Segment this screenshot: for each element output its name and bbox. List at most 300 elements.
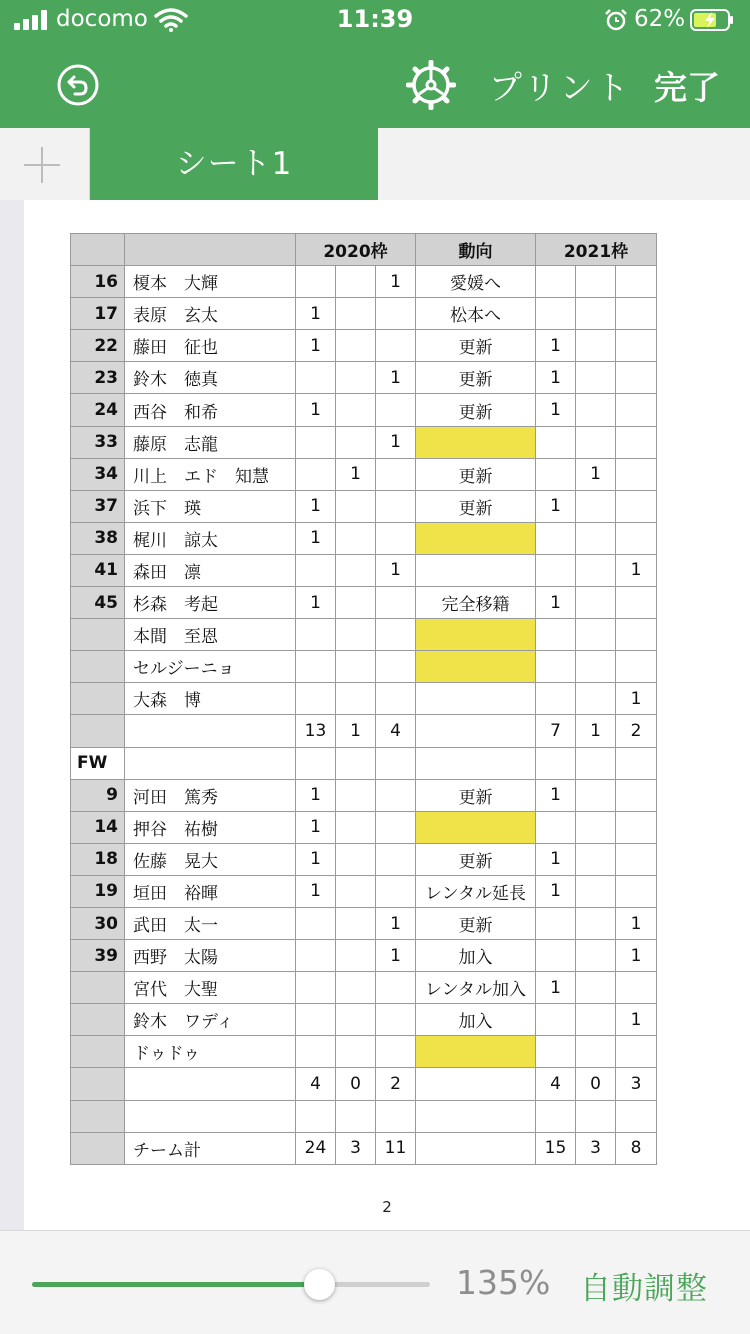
page-number: 2 (382, 1198, 392, 1216)
cell-2021 (536, 266, 576, 298)
cell-2020 (376, 1004, 416, 1036)
cell-2020 (336, 362, 376, 394)
table-row (71, 1004, 657, 1036)
cell-2020 (376, 1036, 416, 1068)
player-name-cell: 浜下 瑛 (125, 490, 296, 522)
cell-2021 (576, 843, 616, 875)
trend-cell: 加入 (416, 1004, 536, 1036)
cell-2021 (536, 1036, 576, 1068)
trend-cell (416, 1132, 536, 1164)
cell-2020 (376, 330, 416, 362)
cell-2020: 11 (376, 1132, 416, 1164)
cell-2021: 1 (576, 458, 616, 490)
cell-2021: 1 (536, 587, 576, 619)
cell-2020 (336, 266, 376, 298)
cell-2021: 1 (616, 940, 657, 972)
cell-2021 (576, 779, 616, 811)
zoom-slider-fill (32, 1282, 319, 1287)
table-row (71, 394, 657, 426)
row-number-cell: FW (71, 747, 125, 779)
cell-2020 (296, 1036, 336, 1068)
cell-2020: 0 (336, 1068, 376, 1100)
cell-2021 (616, 298, 657, 330)
cell-2020 (336, 972, 376, 1004)
row-number-cell: 14 (71, 811, 125, 843)
cell-2020 (296, 458, 336, 490)
row-number-cell: 18 (71, 843, 125, 875)
preview-page (24, 200, 750, 1230)
cell-2020 (376, 458, 416, 490)
cell-2021 (616, 522, 657, 554)
row-number-cell (71, 1132, 125, 1164)
cell-2020 (336, 298, 376, 330)
cell-2021: 1 (576, 715, 616, 747)
cell-2021: 1 (616, 907, 657, 939)
table-row (71, 1068, 657, 1100)
cell-2021 (576, 747, 616, 779)
cell-2021 (576, 298, 616, 330)
row-number-cell: 33 (71, 426, 125, 458)
cell-2021 (536, 747, 576, 779)
trend-cell: 更新 (416, 394, 536, 426)
player-name-cell (125, 747, 296, 779)
row-number-cell (71, 1004, 125, 1036)
cell-2020 (296, 554, 336, 586)
cell-2021 (576, 811, 616, 843)
cell-2020 (376, 587, 416, 619)
table-row (71, 522, 657, 554)
player-name-cell: 河田 篤秀 (125, 779, 296, 811)
row-number-cell: 34 (71, 458, 125, 490)
cell-2021 (616, 426, 657, 458)
player-name-cell: 鈴木 徳真 (125, 362, 296, 394)
cell-2021: 7 (536, 715, 576, 747)
trend-cell: 更新 (416, 458, 536, 490)
cell-2020 (336, 1100, 376, 1132)
cell-2021 (536, 940, 576, 972)
table-row (71, 940, 657, 972)
cell-2020: 1 (376, 426, 416, 458)
battery-percent: 62% (634, 6, 686, 32)
table-row (71, 554, 657, 586)
cell-2021: 0 (576, 1068, 616, 1100)
print-button[interactable]: プリント (489, 68, 632, 107)
header-cell (71, 234, 125, 266)
trend-cell (416, 747, 536, 779)
cell-2021 (576, 907, 616, 939)
cell-2021: 1 (536, 843, 576, 875)
cell-2020 (296, 619, 336, 651)
trend-cell: 更新 (416, 330, 536, 362)
cell-2021 (576, 587, 616, 619)
cell-2020 (376, 843, 416, 875)
cell-2021 (576, 554, 616, 586)
sheet-tab-bar (0, 128, 750, 200)
cell-2020: 1 (296, 875, 336, 907)
cell-2020 (336, 394, 376, 426)
cell-2020: 3 (336, 1132, 376, 1164)
trend-cell (416, 619, 536, 651)
cell-2020 (336, 1004, 376, 1036)
row-number-cell (71, 651, 125, 683)
cell-2021 (616, 843, 657, 875)
trend-cell: レンタル加入 (416, 972, 536, 1004)
cell-2021 (616, 651, 657, 683)
cell-2021 (576, 362, 616, 394)
table-row (71, 426, 657, 458)
cell-2020 (296, 1004, 336, 1036)
trend-cell: 加入 (416, 940, 536, 972)
cell-2020: 1 (336, 458, 376, 490)
status-bar (0, 0, 750, 42)
table-row (71, 266, 657, 298)
cell-2021 (536, 1100, 576, 1132)
player-name-cell (125, 1068, 296, 1100)
player-name-cell: 杉森 考起 (125, 587, 296, 619)
trend-cell (416, 426, 536, 458)
trend-cell: 愛媛へ (416, 266, 536, 298)
cell-2021 (616, 1100, 657, 1132)
row-number-cell (71, 1100, 125, 1132)
cell-2020 (376, 683, 416, 715)
cell-2020 (296, 972, 336, 1004)
header-trend: 動向 (416, 234, 536, 266)
row-number-cell: 9 (71, 779, 125, 811)
cell-2021 (616, 747, 657, 779)
cell-2021 (576, 683, 616, 715)
row-number-cell: 45 (71, 587, 125, 619)
player-name-cell: 武田 太一 (125, 907, 296, 939)
cell-2020: 1 (296, 394, 336, 426)
trend-cell (416, 522, 536, 554)
cell-2021 (576, 490, 616, 522)
cell-2021 (576, 522, 616, 554)
table-row (71, 490, 657, 522)
cell-2021 (616, 330, 657, 362)
cell-2020: 2 (376, 1068, 416, 1100)
cell-2021 (576, 394, 616, 426)
cell-2021: 8 (616, 1132, 657, 1164)
cell-2021 (536, 683, 576, 715)
row-number-cell (71, 972, 125, 1004)
cell-2021 (616, 779, 657, 811)
cell-2020 (336, 554, 376, 586)
cell-2021 (536, 907, 576, 939)
zoom-bar (0, 1230, 750, 1334)
cell-2020: 1 (296, 330, 336, 362)
cell-2020 (336, 330, 376, 362)
row-number-cell (71, 1068, 125, 1100)
cell-2020 (376, 779, 416, 811)
row-number-cell (71, 1036, 125, 1068)
done-button[interactable]: 完了 (654, 68, 720, 107)
header-cell (125, 234, 296, 266)
trend-cell (416, 811, 536, 843)
plus-icon[interactable] (22, 145, 62, 185)
cell-2020: 1 (376, 554, 416, 586)
cell-2021 (616, 490, 657, 522)
cell-2021: 1 (616, 1004, 657, 1036)
cell-2020 (376, 972, 416, 1004)
cell-2020 (336, 843, 376, 875)
cell-2020 (296, 940, 336, 972)
cell-2020 (336, 811, 376, 843)
cell-2021: 1 (536, 779, 576, 811)
player-name-cell: 押谷 祐樹 (125, 811, 296, 843)
auto-fit-button[interactable]: 自動調整 (580, 1271, 708, 1307)
trend-cell: 更新 (416, 490, 536, 522)
trend-cell: 松本へ (416, 298, 536, 330)
cell-2021: 3 (616, 1068, 657, 1100)
cell-2021 (576, 266, 616, 298)
player-name-cell: 垣田 裕暉 (125, 875, 296, 907)
cell-2020 (296, 266, 336, 298)
cell-2021 (616, 875, 657, 907)
cell-2021 (576, 875, 616, 907)
cell-2020 (296, 426, 336, 458)
row-number-cell: 19 (71, 875, 125, 907)
row-number-cell: 16 (71, 266, 125, 298)
cell-2020 (376, 651, 416, 683)
trend-cell: 更新 (416, 907, 536, 939)
player-name-cell (125, 1100, 296, 1132)
cell-2021 (536, 522, 576, 554)
cell-2021 (576, 972, 616, 1004)
table-row (71, 715, 657, 747)
trend-cell: 完全移籍 (416, 587, 536, 619)
trend-cell (416, 1036, 536, 1068)
player-name-cell (125, 715, 296, 747)
player-name-cell: 大森 博 (125, 683, 296, 715)
row-number-cell: 23 (71, 362, 125, 394)
cell-2021: 4 (536, 1068, 576, 1100)
cell-2020: 1 (376, 266, 416, 298)
cell-2021 (536, 458, 576, 490)
cell-2020 (376, 298, 416, 330)
table-row (71, 875, 657, 907)
cell-2021 (576, 1100, 616, 1132)
cell-2020: 1 (376, 362, 416, 394)
row-number-cell (71, 715, 125, 747)
cell-2020 (336, 683, 376, 715)
row-number-cell: 37 (71, 490, 125, 522)
cell-2021: 1 (536, 490, 576, 522)
cell-2020 (336, 619, 376, 651)
cell-2020 (336, 522, 376, 554)
cell-2020 (296, 1100, 336, 1132)
cell-2020 (336, 587, 376, 619)
table-row (71, 972, 657, 1004)
trend-cell (416, 715, 536, 747)
cell-2020 (376, 619, 416, 651)
gear-icon[interactable] (406, 60, 456, 110)
player-name-cell: 宮代 大聖 (125, 972, 296, 1004)
cell-2020 (336, 1036, 376, 1068)
cell-2020: 24 (296, 1132, 336, 1164)
cell-2021 (576, 330, 616, 362)
cell-2021 (616, 1036, 657, 1068)
table-row (71, 1100, 657, 1132)
trend-cell (416, 554, 536, 586)
cell-2021: 1 (536, 330, 576, 362)
player-name-cell: 西谷 和希 (125, 394, 296, 426)
cell-2020: 1 (296, 587, 336, 619)
cell-2021 (616, 394, 657, 426)
cell-2021 (616, 362, 657, 394)
table-row (71, 1132, 657, 1164)
cell-2020: 1 (296, 522, 336, 554)
battery-charging-icon (690, 9, 734, 31)
cell-2021 (616, 587, 657, 619)
cell-2021 (536, 651, 576, 683)
zoom-slider-thumb[interactable] (304, 1269, 335, 1300)
table-row (71, 811, 657, 843)
spreadsheet-table (70, 233, 657, 1165)
cell-2020: 1 (296, 811, 336, 843)
section-row (71, 747, 657, 779)
alarm-icon (604, 8, 628, 32)
cell-2020: 1 (296, 298, 336, 330)
table-row (71, 458, 657, 490)
player-name-cell: セルジーニョ (125, 651, 296, 683)
trend-cell (416, 1100, 536, 1132)
cell-2021 (616, 458, 657, 490)
cell-2021 (616, 266, 657, 298)
player-name-cell: チーム計 (125, 1132, 296, 1164)
row-number-cell: 17 (71, 298, 125, 330)
row-number-cell (71, 619, 125, 651)
tab-sheet1[interactable]: シート1 (90, 128, 378, 200)
row-number-cell: 24 (71, 394, 125, 426)
cell-2021 (576, 619, 616, 651)
table-row (71, 907, 657, 939)
player-name-cell: ドゥドゥ (125, 1036, 296, 1068)
cell-2020 (336, 940, 376, 972)
table-row (71, 651, 657, 683)
trend-cell: 更新 (416, 843, 536, 875)
cell-2020: 1 (376, 907, 416, 939)
header-2020: 2020枠 (296, 234, 416, 266)
cell-2021 (616, 811, 657, 843)
trend-cell (416, 683, 536, 715)
cell-2020 (376, 1100, 416, 1132)
cell-2021: 1 (536, 394, 576, 426)
cell-2021 (616, 619, 657, 651)
table-row (71, 683, 657, 715)
carrier-name: docomo (56, 6, 148, 32)
row-number-cell: 38 (71, 522, 125, 554)
cell-2020 (296, 683, 336, 715)
player-name-cell: 本間 至恩 (125, 619, 296, 651)
player-name-cell: 川上 エド 知慧 (125, 458, 296, 490)
cell-2021 (576, 940, 616, 972)
table-row (71, 619, 657, 651)
cell-2021 (536, 619, 576, 651)
top-bar (0, 0, 750, 128)
cell-2021 (536, 811, 576, 843)
status-time: 11:39 (336, 5, 414, 33)
trend-cell (416, 651, 536, 683)
cell-2020: 4 (376, 715, 416, 747)
cell-2021 (536, 1004, 576, 1036)
undo-button[interactable] (56, 63, 100, 107)
row-number-cell (71, 683, 125, 715)
player-name-cell: 西野 太陽 (125, 940, 296, 972)
trend-cell: レンタル延長 (416, 875, 536, 907)
cell-2021 (576, 1004, 616, 1036)
cell-2021 (576, 1036, 616, 1068)
cell-2020 (336, 490, 376, 522)
player-name-cell: 榎本 大輝 (125, 266, 296, 298)
header-2021: 2021枠 (536, 234, 657, 266)
player-name-cell: 鈴木 ワディ (125, 1004, 296, 1036)
cell-2020 (336, 875, 376, 907)
cell-2020 (296, 747, 336, 779)
cell-2021: 2 (616, 715, 657, 747)
row-number-cell: 39 (71, 940, 125, 972)
cell-2021 (536, 426, 576, 458)
cell-2020 (336, 426, 376, 458)
cell-2021: 1 (616, 683, 657, 715)
player-name-cell: 森田 凛 (125, 554, 296, 586)
player-name-cell: 梶川 諒太 (125, 522, 296, 554)
cell-2020: 1 (296, 843, 336, 875)
cell-2020 (376, 394, 416, 426)
cell-2021: 1 (616, 554, 657, 586)
cell-2020: 1 (296, 490, 336, 522)
cell-2020 (336, 747, 376, 779)
cell-2020 (336, 779, 376, 811)
print-preview-area[interactable] (0, 200, 750, 1230)
cell-2021 (536, 554, 576, 586)
player-name-cell: 藤田 征也 (125, 330, 296, 362)
row-number-cell: 22 (71, 330, 125, 362)
cell-2021 (616, 972, 657, 1004)
trend-cell (416, 1068, 536, 1100)
cell-2020 (376, 490, 416, 522)
table-row (71, 330, 657, 362)
cell-2020 (376, 875, 416, 907)
row-number-cell: 30 (71, 907, 125, 939)
cell-2020 (336, 651, 376, 683)
cell-2020 (296, 362, 336, 394)
zoom-level: 135% (456, 1263, 551, 1302)
trend-cell: 更新 (416, 779, 536, 811)
row-number-cell: 41 (71, 554, 125, 586)
cell-2021: 3 (576, 1132, 616, 1164)
cell-2021: 1 (536, 362, 576, 394)
cell-2021: 1 (536, 972, 576, 1004)
cell-2020: 1 (376, 940, 416, 972)
cell-2021 (576, 651, 616, 683)
cell-2020 (296, 651, 336, 683)
cell-2021: 1 (536, 875, 576, 907)
cell-2020 (336, 907, 376, 939)
cell-2020 (296, 907, 336, 939)
cell-2020: 4 (296, 1068, 336, 1100)
table-row (71, 779, 657, 811)
cell-2021 (576, 426, 616, 458)
table-row (71, 298, 657, 330)
table-row (71, 843, 657, 875)
table-header-row (71, 234, 657, 266)
table-row (71, 587, 657, 619)
cell-2020: 1 (336, 715, 376, 747)
table-row (71, 1036, 657, 1068)
cell-2020 (376, 747, 416, 779)
cell-2020: 13 (296, 715, 336, 747)
player-name-cell: 藤原 志龍 (125, 426, 296, 458)
